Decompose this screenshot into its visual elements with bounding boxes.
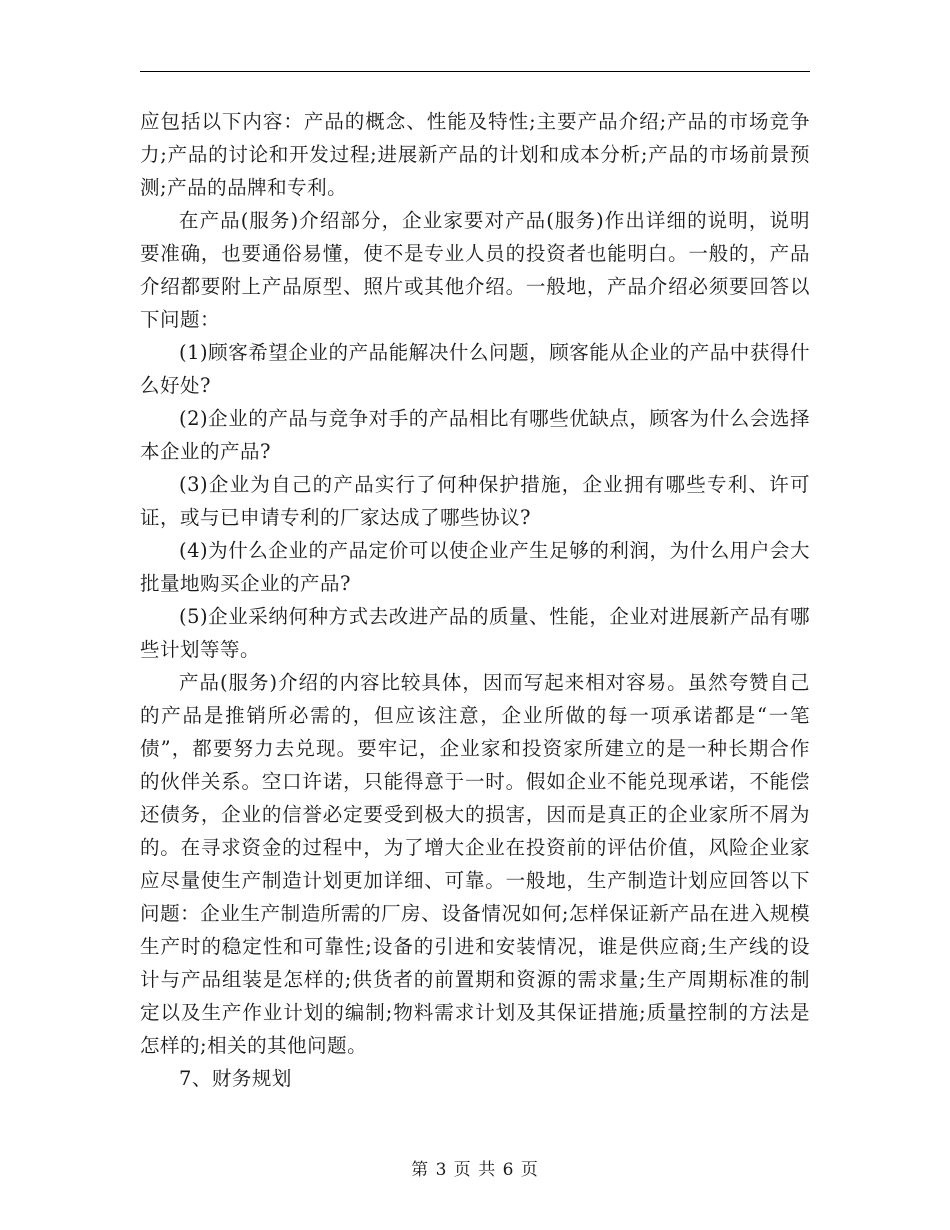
paragraph-production-plan: 产品(服务)介绍的内容比较具体，因而写起来相对容易。虽然夸赞自己的产品是推销所必需的，但应该注意，企业所做的每一项承诺都是“一笔债”，都要努力去兑现。要牢记，企业家和投资家所建立的是一种长期合作的伙伴关系。空口许诺，只能得意于一时。假如企业不能兑现承诺，不能偿还债务，企业的信誉必定要受到极大的损害，因而是真正的企业家所不屑为的。在寻求资金的过程中，为了增大企业在投资前的评估价值，风险企业家应尽量使生产制造计划更加详细、可靠。一般地，生产制造计划应回答以下问题：企业生产制造所需的厂房、设备情况如何;怎样保证新产品在进入规模生产时的稳定性和可靠性;设备的引进和安装情况，谁是供应商;生产线的设计与产品组装是怎样的;供货者的前置期和资源的需求量;生产周期标准的制定以及生产作业计划的编制;物料需求计划及其保证措施;质量控制的方法是怎样的;相关的其他问题。 (140, 671, 810, 1057)
question-2: (2)企业的产品与竞争对手的产品相比有哪些优缺点，顾客为什么会选择本企业的产品? (140, 407, 810, 463)
page-footer: 第 3 页 共 6 页 (411, 1160, 539, 1180)
question-4: (4)为什么企业的产品定价可以使企业产生足够的利润，为什么用户会大批量地购买企业的产品? (140, 539, 810, 595)
paragraph-product-intro: 在产品(服务)介绍部分，企业家要对产品(服务)作出详细的说明，说明要准确，也要通俗易懂，使不是专业人员的投资者也能明白。一般的，产品介绍都要附上产品原型、照片或其他介绍。一般地，产品介绍必须要回答以下问题： (140, 209, 810, 331)
question-5: (5)企业采纳何种方式去改进产品的质量、性能，企业对进展新产品有哪些计划等等。 (140, 605, 810, 661)
document-body (140, 105, 810, 1095)
section-heading-financial-plan: 7、财务规划 (179, 1067, 292, 1090)
header-rule (140, 71, 810, 72)
paragraph-content-list: 应包括以下内容：产品的概念、性能及特性;主要产品介绍;产品的市场竞争力;产品的讨论和开发过程;进展新产品的计划和成本分析;产品的市场前景预测;产品的品牌和专利。 (140, 110, 810, 199)
question-1: (1)顾客希望企业的产品能解决什么问题，顾客能从企业的产品中获得什么好处? (140, 341, 810, 397)
question-3: (3)企业为自己的产品实行了何种保护措施，企业拥有哪些专利、许可证，或与已申请专利的厂家达成了哪些协议? (140, 473, 810, 529)
